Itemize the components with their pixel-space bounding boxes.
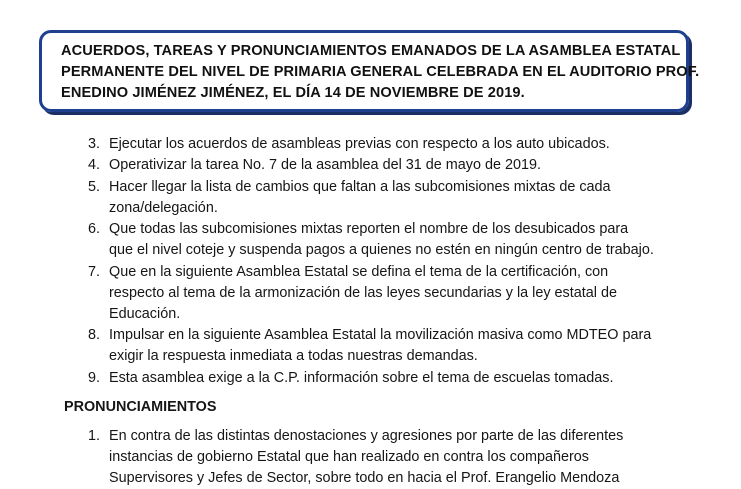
item-number: 6.	[88, 221, 101, 237]
item-text: Operativizar la tarea No. 7 de la asamblea del 31 de mayo de 2019.	[109, 157, 541, 173]
item-text: Que todas las subcomisiones mixtas reporten el nombre de los desubicados para	[109, 221, 629, 237]
title-line-1: ACUERDOS, TAREAS Y PRONUNCIAMIENTOS EMANADOS DE LA ASAMBLEA ESTATAL	[61, 43, 681, 59]
title-line-3: ENEDINO JIMÉNEZ JIMÉNEZ, EL DÍA 14 DE NOVIEMBRE DE 2019.	[61, 85, 525, 101]
item-text: Esta asamblea exige a la C.P. información sobre el tema de escuelas tomadas.	[109, 370, 614, 386]
item-text: instancias de gobierno Estatal que han realizado en contra los compañeros	[109, 449, 589, 465]
item-text: Impulsar en la siguiente Asamblea Estatal la movilización masiva como MDTEO para	[109, 327, 652, 343]
item-number: 4.	[88, 157, 101, 173]
item-text: Que en la siguiente Asamblea Estatal se defina el tema de la certificación, con	[109, 264, 609, 280]
item-number: 7.	[88, 264, 101, 280]
item-number: 1.	[88, 428, 101, 444]
item-number: 8.	[88, 327, 101, 343]
item-text: Ejecutar los acuerdos de asambleas previas con respecto a los auto ubicados.	[109, 136, 610, 152]
item-text: Educación.	[109, 306, 181, 322]
item-text: que el nivel coteje y suspenda pagos a quienes no estén en ningún centro de trabajo.	[109, 242, 654, 258]
title-line-2: PERMANENTE DEL NIVEL DE PRIMARIA GENERAL CELEBRADA EN EL AUDITORIO PROF.	[61, 64, 700, 80]
item-text: zona/delegación.	[109, 200, 218, 216]
item-number: 9.	[88, 370, 101, 386]
item-text: Supervisores y Jefes de Sector, sobre todo en hacia el Prof. Erangelio Mendoza	[109, 470, 620, 486]
item-number: 5.	[88, 179, 101, 195]
item-number: 3.	[88, 136, 101, 152]
item-text: Hacer llegar la lista de cambios que faltan a las subcomisiones mixtas de cada	[109, 179, 611, 195]
item-text: En contra de las distintas denostaciones y agresiones por parte de las diferentes	[109, 428, 624, 444]
document-title-box	[39, 30, 700, 112]
pronunciamientos-heading: PRONUNCIAMIENTOS	[64, 399, 217, 415]
item-text: respecto al tema de la armonización de las leyes secundarias y la ley estatal de	[109, 285, 617, 301]
item-text: exigir la respuesta inmediata a todas nuestras demandas.	[109, 348, 478, 364]
